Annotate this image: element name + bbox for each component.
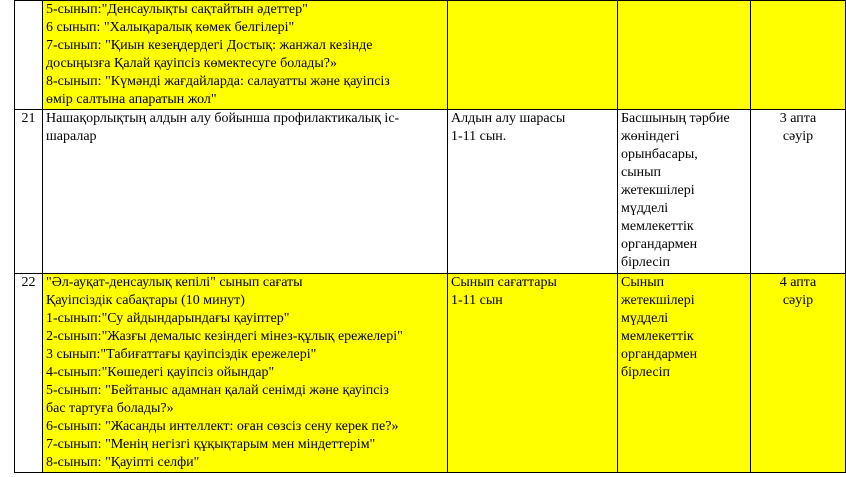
table-body xyxy=(15,1,846,473)
event-content-line: шаралар xyxy=(46,129,97,144)
responsible-cell xyxy=(618,1,751,110)
event-content-line: Қауіпсіздік сабақтары (10 минут) xyxy=(46,293,245,308)
event-content-cell xyxy=(43,110,448,274)
responsible-line: бірлесіп xyxy=(621,365,670,380)
responsible-line: жетекшілері xyxy=(621,183,695,198)
row-number-cell xyxy=(15,274,43,473)
event-content-line: 8-сынып: "Қауіпті селфи" xyxy=(46,455,200,470)
row-number-cell xyxy=(15,1,43,110)
event-date-cell xyxy=(751,110,846,274)
table-row xyxy=(15,1,846,110)
table-row xyxy=(15,274,846,473)
responsible-line: бірлесіп xyxy=(621,255,670,270)
responsible-cell xyxy=(618,110,751,274)
event-date-cell xyxy=(751,274,846,473)
responsible-line: органдармен xyxy=(621,347,698,362)
responsible-line: мемлекеттік xyxy=(621,219,694,234)
event-date-line: 4 апта xyxy=(779,275,817,290)
responsible-cell xyxy=(618,274,751,473)
event-content-line: бас тартуға болады?» xyxy=(46,401,174,416)
responsible-line: органдармен xyxy=(621,237,698,252)
event-content-line: 4-сынып:"Көшедегі қауіпсіз ойындар" xyxy=(46,365,275,380)
event-type-line: 1-11 сын xyxy=(451,293,503,308)
event-type-line: 1-11 сын. xyxy=(451,129,507,144)
event-type-cell xyxy=(448,1,618,110)
event-content-line: 5-сынып:"Денсаулықты сақтайтын әдеттер" xyxy=(46,2,308,17)
event-date-line: 3 апта xyxy=(779,111,817,126)
event-content-line: 8-сынып: "Күмәнді жағдайларда: салауатты және қауіпсіз xyxy=(46,74,390,89)
row-number-cell xyxy=(15,110,43,274)
event-plan-table xyxy=(14,0,846,473)
event-content-line: 7-сынып: "Қиын кезеңдердегі Достық: жанжал кезінде xyxy=(46,38,373,53)
responsible-line: сынып xyxy=(621,165,662,180)
row-number: 22 xyxy=(21,275,36,290)
event-content-cell xyxy=(43,1,448,110)
event-content-line: 5-сынып: "Бейтаныс адамнан қалай сенімді және қауіпсіз xyxy=(46,383,389,398)
event-content-line: досыңызға Қалай қауіпсіз көмектесуге болады?» xyxy=(46,56,338,71)
event-type-line: Алдын алу шарасы xyxy=(451,111,566,126)
responsible-line: жөніндегі xyxy=(621,129,680,144)
event-content-line: 3 сынып:"Табиғаттағы қауіпсіздік ережелері" xyxy=(46,347,317,362)
event-date-cell xyxy=(751,1,846,110)
event-type-line: Сынып сағаттары xyxy=(451,275,557,290)
event-date-line: сәуір xyxy=(782,293,814,308)
responsible-line: мүдделі xyxy=(621,311,669,326)
event-content-line: 1-сынып:"Су айдындарындағы қауіптер" xyxy=(46,311,290,326)
responsible-line: жетекшілері xyxy=(621,293,695,308)
event-content-line: Нашақорлықтың алдын алу бойынша профилактикалық іс- xyxy=(46,111,400,126)
row-number: 21 xyxy=(21,111,36,126)
table-row xyxy=(15,110,846,274)
event-date-line: сәуір xyxy=(782,129,814,144)
event-type-cell xyxy=(448,274,618,473)
event-content-line: өмір салтына апаратын жол" xyxy=(46,92,217,107)
event-content-line: 2-сынып:"Жазғы демалыс кезіндегі мінез-құлық ережелері" xyxy=(46,329,403,344)
event-content-line: "Әл-ауқат-денсаулық кепілі" сынып сағаты xyxy=(46,275,303,290)
event-content-line: 6-сынып: "Жасанды интеллект: оған сөзсіз сену керек пе?» xyxy=(46,419,399,434)
responsible-line: Басшының тәрбие xyxy=(621,111,730,126)
responsible-line: мемлекеттік xyxy=(621,329,694,344)
responsible-line: мүдделі xyxy=(621,201,669,216)
event-content-cell xyxy=(43,274,448,473)
event-content-line: 6 сынып: "Халықаралық көмек белгілері" xyxy=(46,20,295,35)
responsible-line: Сынып xyxy=(621,275,665,290)
event-content-line: 7-сынып: "Менің негізгі құқықтарым мен міндеттерім" xyxy=(46,437,376,452)
event-type-cell xyxy=(448,110,618,274)
responsible-line: орынбасары, xyxy=(621,147,698,162)
